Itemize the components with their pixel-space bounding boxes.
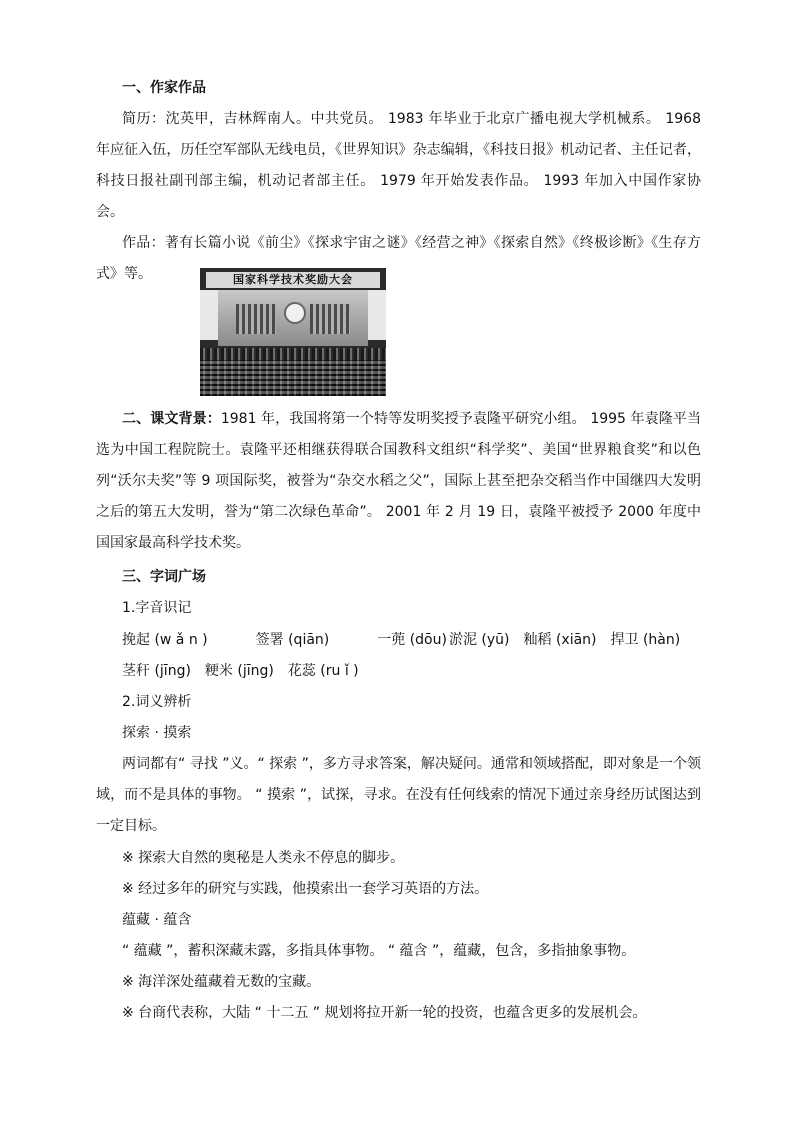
emblem-icon [284, 302, 306, 324]
curtain-right [368, 290, 386, 340]
word-pair-1-example-1: ※ 探索大自然的奥秘是人类永不停息的脚步。 [122, 850, 405, 866]
pron-item: 粳米 (jīng) [204, 663, 274, 679]
award-ceremony-photo [200, 268, 386, 396]
word-pair-1-example-2: ※ 经过多年的研究与实践，他摸索出一套学习英语的方法。 [122, 881, 489, 897]
word-pair-2-example-2: ※ 台商代表称，大陆 “ 十二五 ” 规划将拉开新一轮的投资，也蕴含更多的发展机会。 [122, 1005, 647, 1021]
pron-item: 一蔸 (dōu) [377, 632, 447, 648]
pron-item: 捍卫 (hàn) [610, 632, 681, 648]
word-pair-2-title: 蕴藏 · 蕴含 [122, 912, 192, 928]
flags-right [310, 304, 350, 334]
background-text: 1981 年，我国将第一个特等发明奖授予袁隆平研究小组。 1995 年袁隆平当选为中国工程院院士。袁隆平还相继获得联合国教科文组织“科学奖”、美国“世界粮食奖”和以色列“沃尔夫奖”等 9 项国际奖，被誉为“杂交水稻之父”，国际上甚至把杂交稻当作中国继四大发明之后的第五大发明，誉为“第二次绿色革命”。 2001 年 2 月 19 日，袁隆平被授予 2000 年度中国国家最高科学技术奖。 [96, 411, 702, 551]
author-works: 作品：著有长篇小说《前尘》《探求宇宙之谜》《经营之神》《探索自然》《终极诊断》《生存方式》等。 [96, 235, 701, 282]
pron-item: 淤泥 (yū) [448, 632, 510, 648]
flags-left [236, 304, 276, 334]
section3-heading: 三、字词广场 [122, 569, 206, 585]
subheading-pronunciation: 1.字音识记 [122, 600, 192, 616]
pron-item: 茎秆 (jīng) [122, 663, 191, 679]
subheading-meaning: 2.词义辨析 [122, 694, 192, 710]
word-pair-1-description: 两词都有“ 寻找 ”义。“ 探索 ”，多方寻求答案，解决疑问。通常和领域搭配，即对象是一个领域，而不是具体的事物。 “ 摸索 ”，试探，寻求。在没有任何线索的情况下通过亲身经历试图达到一定目标。 [96, 756, 701, 834]
word-pair-2-description: “ 蕴藏 ”，蓄积深藏未露，多指具体事物。 “ 蕴含 ”，蕴藏，包含，多指抽象事物。 [122, 943, 636, 959]
pron-item: 挽起 (w ǎ n ) [122, 632, 208, 648]
background-paragraph [96, 404, 701, 559]
section2-heading: 二、课文背景： [122, 411, 221, 427]
word-pair-1-title: 探索 · 摸索 [122, 725, 192, 741]
audience-rows [200, 360, 386, 396]
word-pair-2-example-1: ※ 海洋深处蕴藏着无数的宝藏。 [122, 974, 321, 990]
author-bio: 简历：沈英甲，吉林辉南人。中共党员。 1983 年毕业于北京广播电视大学机械系。 1968 年应征入伍，历任空军部队无线电员，《世界知识》杂志编辑，《科技日报》机动记者、主任记者，科技日报社副刊部主编，机动记者部主任。 1979 年开始发表作品。 1993 年加入中国作家协会。 [96, 111, 701, 220]
pron-item: 花蕊 (ru ǐ ) [287, 663, 359, 679]
curtain-left [200, 290, 218, 340]
section1-heading: 一、作家作品 [122, 80, 206, 96]
pronunciation-row-1 [122, 630, 694, 650]
pron-item: 籼稻 (xiān) [523, 632, 597, 648]
photo-banner: 国家科学技术奖励大会 [206, 272, 380, 288]
pron-item: 签署 (qiān) [255, 632, 330, 648]
pronunciation-row-2 [122, 661, 373, 681]
